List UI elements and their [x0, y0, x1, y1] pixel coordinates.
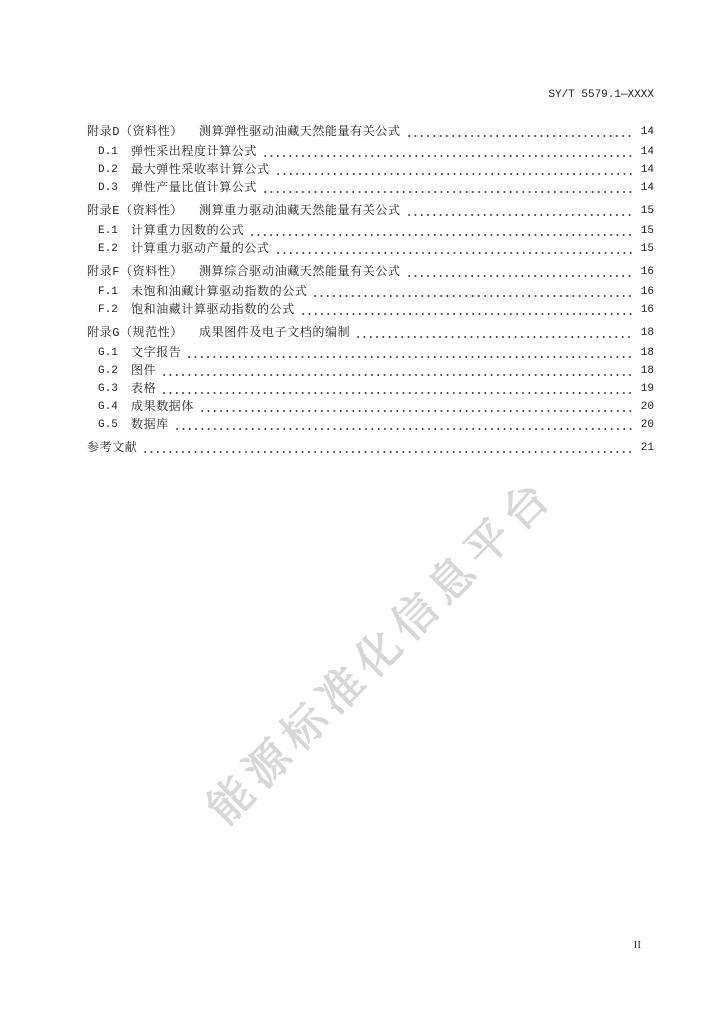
- dot-leader: [174, 416, 632, 434]
- toc-entry-title: 测算综合驱动油藏天然能量有关公式: [199, 265, 401, 279]
- toc-entry-references: [87, 439, 654, 459]
- toc-entry-g-3: [87, 380, 654, 398]
- toc-entry-d-3: [87, 179, 654, 197]
- toc-section-number: D.1: [98, 146, 118, 158]
- dot-leader: [161, 362, 632, 380]
- toc-entry-g-4: [87, 398, 654, 416]
- toc-entry-title: 计算重力驱动产量的公式: [131, 242, 270, 256]
- toc-appendix-label: 附录F（资料性）: [87, 265, 184, 279]
- toc-section-number: G.5: [98, 419, 118, 431]
- toc-section-number: D.3: [98, 182, 118, 194]
- dot-leader: [161, 380, 632, 398]
- toc-appendix-label: 附录E（资料性）: [87, 204, 184, 218]
- toc-entry-page-number: 18: [640, 347, 654, 359]
- toc-entry-appendix-f: [87, 263, 654, 283]
- toc-entry-title: 饱和油藏计算驱动指数的公式: [131, 303, 295, 317]
- dot-leader: [312, 283, 632, 301]
- toc-entry-g-1: [87, 344, 654, 362]
- toc-entry-page-number: 20: [640, 419, 654, 431]
- page-number-footer: II: [633, 939, 641, 951]
- toc-entry-page-number: 19: [640, 383, 654, 395]
- toc-entry-appendix-g: [87, 324, 654, 344]
- toc-section-number: D.2: [98, 164, 118, 176]
- dot-leader: [262, 143, 632, 161]
- toc-appendix-label: 附录G（规范性）: [87, 326, 184, 340]
- toc-section-number: E.1: [98, 225, 118, 237]
- toc-entry-title: 数据库: [131, 418, 169, 432]
- toc-entry-title: 测算弹性驱动油藏天然能量有关公式: [199, 125, 401, 139]
- toc-entry-page-number: 15: [640, 205, 654, 217]
- dot-leader: [249, 222, 632, 240]
- toc-section-number: G.1: [98, 347, 118, 359]
- dot-leader: [142, 439, 632, 457]
- toc-entry-title: 文字报告: [131, 346, 182, 360]
- toc-entry-page-number: 18: [640, 365, 654, 377]
- dot-leader: [406, 123, 632, 141]
- toc-entry-page-number: 14: [640, 182, 654, 194]
- dot-leader: [355, 324, 632, 342]
- toc-entry-e-2: [87, 240, 654, 258]
- dot-leader: [406, 263, 632, 281]
- toc-entry-page-number: 16: [640, 304, 654, 316]
- dot-leader: [300, 301, 632, 319]
- toc-entry-page-number: 21: [640, 442, 654, 454]
- toc-entry-title: 计算重力因数的公式: [131, 224, 245, 238]
- dot-leader: [186, 344, 632, 362]
- table-of-contents: [87, 118, 654, 459]
- watermark: 能源标准化信息平台: [197, 467, 565, 835]
- toc-entry-page-number: 16: [640, 286, 654, 298]
- toc-entry-title: 图件: [131, 364, 157, 378]
- toc-appendix-label: 附录D（资料性）: [87, 125, 184, 139]
- toc-entry-d-2: [87, 161, 654, 179]
- dot-leader: [275, 161, 632, 179]
- toc-entry-title: 未饱和油藏计算驱动指数的公式: [131, 285, 308, 299]
- toc-entry-title: 弹性采出程度计算公式: [131, 145, 258, 159]
- toc-entry-page-number: 18: [640, 327, 654, 339]
- toc-entry-title: 测算重力驱动油藏天然能量有关公式: [199, 204, 401, 218]
- toc-entry-appendix-d: [87, 123, 654, 143]
- toc-entry-title: 成果数据体: [131, 400, 195, 414]
- toc-entry-title: 参考文献: [87, 441, 138, 455]
- toc-entry-page-number: 14: [640, 146, 654, 158]
- toc-entry-page-number: 15: [640, 225, 654, 237]
- toc-entry-title: 弹性产量比值计算公式: [131, 181, 258, 195]
- toc-entry-page-number: 14: [640, 164, 654, 176]
- document-number-header: SY/T 5579.1—XXXX: [548, 89, 654, 101]
- toc-entry-g-5: [87, 416, 654, 434]
- toc-section-number: G.3: [98, 383, 118, 395]
- toc-section-number: F.2: [98, 304, 118, 316]
- toc-entry-f-1: [87, 283, 654, 301]
- toc-entry-page-number: 15: [640, 243, 654, 255]
- dot-leader: [275, 240, 632, 258]
- toc-entry-title: 成果图件及电子文档的编制: [199, 326, 351, 340]
- toc-entry-d-1: [87, 143, 654, 161]
- toc-section-number: F.1: [98, 286, 118, 298]
- toc-entry-title: 最大弹性采收率计算公式: [131, 163, 270, 177]
- toc-section-number: G.4: [98, 401, 118, 413]
- toc-entry-e-1: [87, 222, 654, 240]
- toc-entry-f-2: [87, 301, 654, 319]
- toc-entry-page-number: 20: [640, 401, 654, 413]
- dot-leader: [199, 398, 632, 416]
- toc-section-number: G.2: [98, 365, 118, 377]
- toc-entry-page-number: 14: [640, 126, 654, 138]
- dot-leader: [262, 179, 632, 197]
- toc-entry-g-2: [87, 362, 654, 380]
- dot-leader: [406, 202, 632, 220]
- toc-entry-title: 表格: [131, 382, 157, 396]
- toc-section-number: E.2: [98, 243, 118, 255]
- toc-entry-page-number: 16: [640, 266, 654, 278]
- toc-entry-appendix-e: [87, 202, 654, 222]
